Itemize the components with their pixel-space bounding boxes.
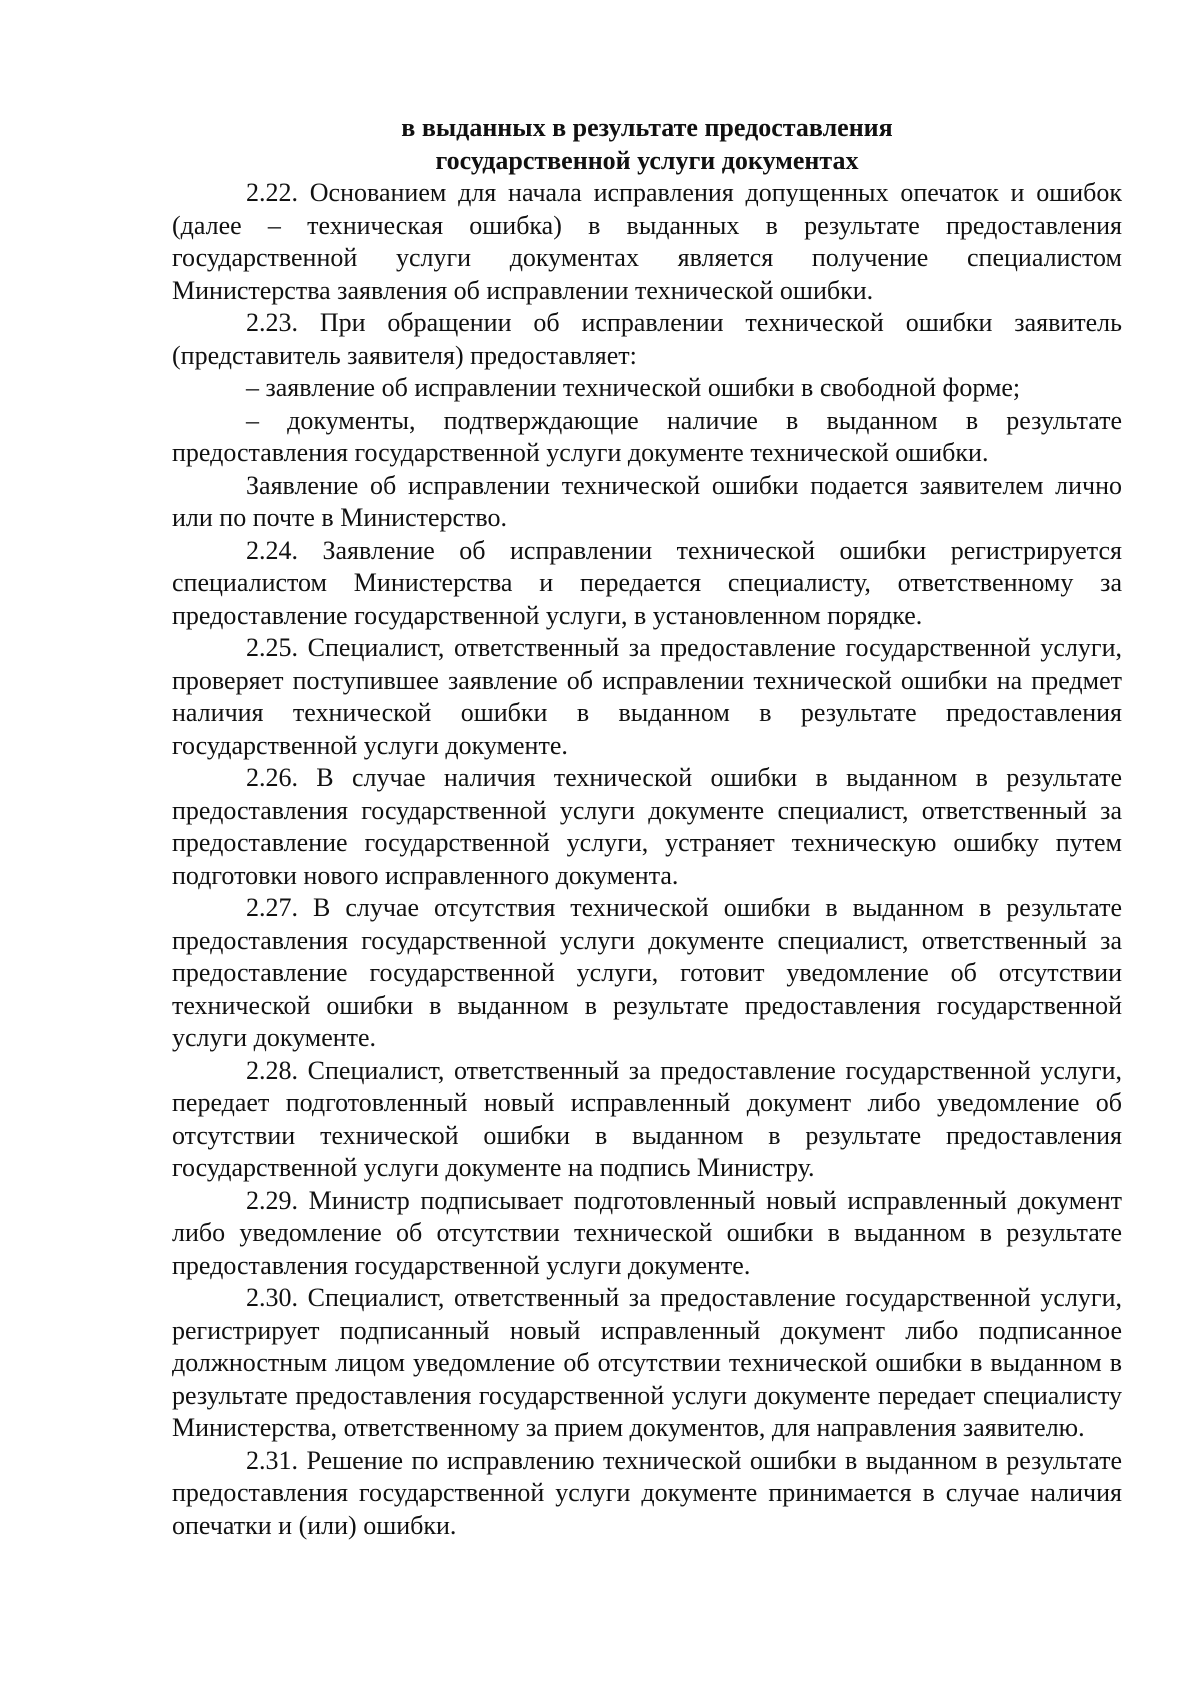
paragraph-2-22: 2.22. Основанием для начала исправления допущенных опечаток и ошибок (далее – техническая ошибка) в выданных в результате предоставления государственной услуги документах является получение специалистом Министерства заявления об исправлении технической ошибки. xyxy=(172,178,1122,305)
section-heading xyxy=(172,112,1122,177)
paragraph-2-23: 2.23. При обращении об исправлении технической ошибки заявитель (представитель заявителя) предоставляет: xyxy=(172,308,1122,370)
paragraph-2-28: 2.28. Специалист, ответственный за предоставление государственной услуги, передает подготовленный новый исправленный документ либо уведомление об отсутствии технической ошибки в выданном в результате предоставления государственной услуги документе на подпись Министру. xyxy=(172,1055,1122,1182)
paragraph-2-29: 2.29. Министр подписывает подготовленный новый исправленный документ либо уведомление об отсутствии технической ошибки в выданном в результате предоставления государственной услуги документе. xyxy=(172,1185,1122,1280)
list-item-application: – заявление об исправлении технической ошибки в свободной форме; xyxy=(246,373,1021,402)
section-heading-line-1: в выданных в результате предоставления xyxy=(401,113,893,142)
paragraph-2-25: 2.25. Специалист, ответственный за предоставление государственной услуги, проверяет поступившее заявление об исправлении технической ошибки на предмет наличия технической ошибки в выданном в результате предоставления государственной услуги документе. xyxy=(172,633,1122,760)
paragraph-2-27: 2.27. В случае отсутствия технической ошибки в выданном в результате предоставления государственной услуги документе специалист, ответственный за предоставление государственной услуги, готовит уведомление об отсутствии технической ошибки в выданном в результате предоставления государственной услуги документе. xyxy=(172,893,1122,1052)
document-page xyxy=(172,112,1122,1542)
list-item-documents: – документы, подтверждающие наличие в выданном в результате предоставления государственной услуги документе технической ошибки. xyxy=(172,405,1122,467)
paragraph-submission: Заявление об исправлении технической ошибки подается заявителем лично или по почте в Министерство. xyxy=(172,470,1122,532)
section-heading-line-2: государственной услуги документах xyxy=(435,145,859,175)
paragraph-2-24: 2.24. Заявление об исправлении технической ошибки регистрируется специалистом Министерства и передается специалисту, ответственному за предоставление государственной услуги, в установленном порядке. xyxy=(172,535,1122,630)
paragraph-2-31: 2.31. Решение по исправлению технической ошибки в выданном в результате предоставления государственной услуги документе принимается в случае наличия опечатки и (или) ошибки. xyxy=(172,1445,1122,1540)
paragraph-2-26: 2.26. В случае наличия технической ошибки в выданном в результате предоставления государственной услуги документе специалист, ответственный за предоставление государственной услуги, устраняет техническую ошибку путем подготовки нового исправленного документа. xyxy=(172,763,1122,890)
paragraph-2-30: 2.30. Специалист, ответственный за предоставление государственной услуги, регистрирует подписанный новый исправленный документ либо подписанное должностным лицом уведомление об отсутствии технической ошибки в выданном в результате предоставления государственной услуги документе передает специалисту Министерства, ответственному за прием документов, для направления заявителю. xyxy=(172,1283,1122,1442)
